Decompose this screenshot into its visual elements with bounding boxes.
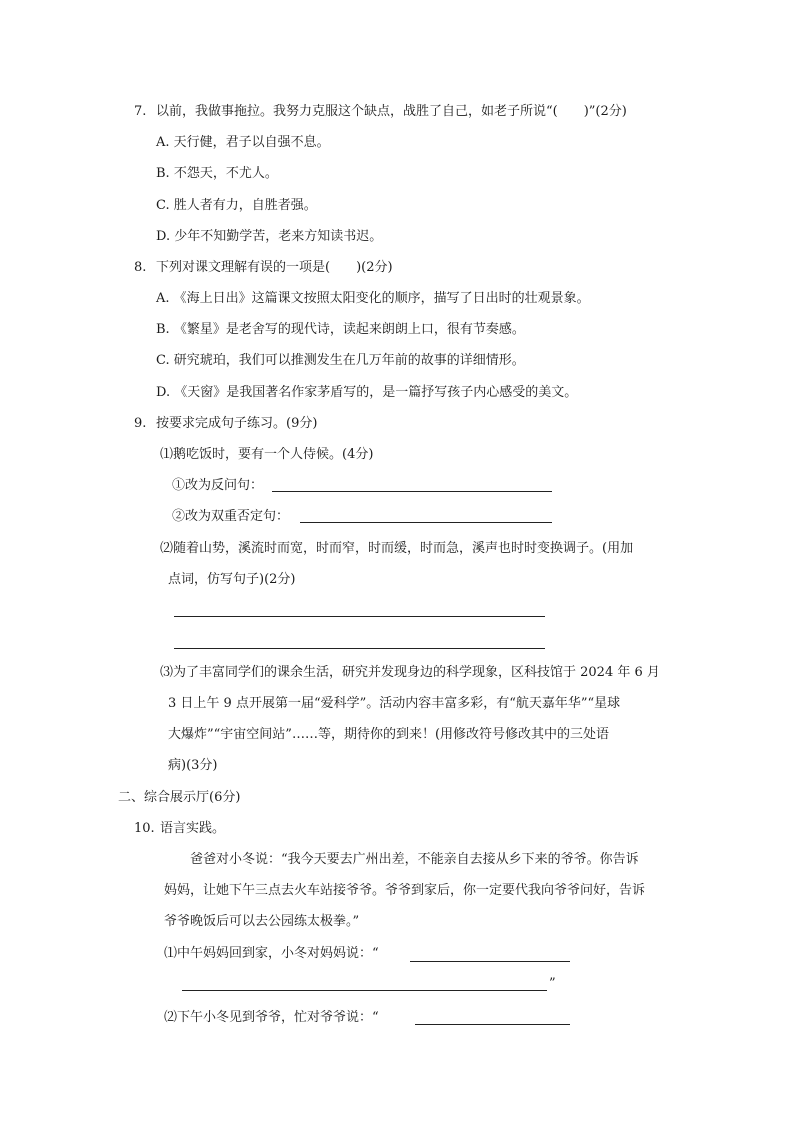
- q9-part2-prompt-line2: 点词，仿写句子)(2分): [168, 572, 296, 587]
- q9-part1a-answer-line[interactable]: [272, 491, 552, 492]
- q10-part2-prompt: ⑵下午小冬见到爷爷，忙对爷爷说：“: [164, 1010, 379, 1025]
- q10-part1-prompt: ⑴中午妈妈回到家，小冬对妈妈说：“: [164, 946, 379, 961]
- q10-passage-line2: 妈妈，让她下午三点去火车站接爷爷。爷爷到家后，你一定要代我向爷爷问好，告诉: [164, 883, 646, 898]
- q9-part3-line2: 3 日上午 9 点开展第一届“爱科学”。活动内容丰富多彩，有“航天嘉年华”“星球: [168, 696, 621, 711]
- q10-passage-line1: 爸爸对小冬说：“我今天要去广州出差，不能亲自去接从乡下来的爷爷。你告诉: [190, 852, 639, 867]
- q9-part1-prompt: ⑴鹅吃饭时，要有一个人侍候。(4分): [160, 447, 374, 462]
- q8-stem: 下列对课文理解有误的一项是( )(2分): [156, 260, 393, 275]
- q10-stem: 语言实践。: [160, 821, 226, 836]
- q8-option-c: C. 研究琥珀，我们可以推测发生在几万年前的故事的详细情形。: [156, 353, 525, 368]
- q8-option-b: B. 《繁星》是老舍写的现代诗，读起来朗朗上口，很有节奏感。: [156, 322, 525, 337]
- q10-number: 10.: [134, 821, 155, 836]
- q8-number: 8.: [134, 260, 147, 275]
- q9-part3-line3: 大爆炸”“宇宙空间站”……等，期待你的到来！(用修改符号修改其中的三处语: [168, 727, 610, 742]
- q9-part2-answer-line-2[interactable]: [174, 648, 545, 649]
- q9-number: 9.: [134, 416, 147, 431]
- q9-part3-line1: ⑶为了丰富同学们的课余生活，研究并发现身边的科学现象，区科技馆于 2024 年 6 月: [160, 665, 660, 680]
- section2-title: 二、综合展示厅(6分): [118, 790, 241, 805]
- q9-stem: 按要求完成句子练习。(9分): [156, 416, 318, 431]
- q9-part2-answer-line-1[interactable]: [174, 616, 545, 617]
- q10-part1-answer-line-1[interactable]: [410, 961, 570, 962]
- q8-option-a: A. 《海上日出》这篇课文按照太阳变化的顺序，描写了日出时的壮观景象。: [156, 291, 590, 306]
- q10-part1-answer-line-2[interactable]: [182, 990, 547, 991]
- q9-part1a-label: ①改为反问句：: [172, 478, 264, 493]
- q9-part3-line4: 病)(3分): [168, 758, 218, 773]
- q9-part2-prompt-line1: ⑵随着山势，溪流时而宽，时而窄，时而缓，时而急，溪声也时时变换调子。(用加: [160, 541, 634, 556]
- q9-part1b-label: ②改为双重否定句：: [172, 509, 290, 524]
- q10-part1-close-quote: ”: [549, 976, 556, 991]
- q7-option-d: D. 少年不知勤学苦，老来方知读书迟。: [156, 229, 383, 244]
- q9-part1b-answer-line[interactable]: [300, 522, 552, 523]
- q7-option-b: B. 不怨天，不尤人。: [156, 166, 278, 181]
- q8-option-d: D. 《天窗》是我国著名作家茅盾写的，是一篇抒写孩子内心感受的美文。: [156, 385, 578, 400]
- q7-option-a: A. 天行健，君子以自强不息。: [156, 135, 330, 150]
- q7-number: 7.: [134, 104, 147, 119]
- q7-option-c: C. 胜人者有力，自胜者强。: [156, 198, 317, 213]
- q10-passage-line3: 爷爷晚饭后可以去公园练太极拳。”: [164, 914, 360, 929]
- q7-stem: 以前，我做事拖拉。我努力克服这个缺点，战胜了自己，如老子所说“( )”(2分): [156, 104, 627, 119]
- q10-part2-answer-line[interactable]: [415, 1024, 570, 1025]
